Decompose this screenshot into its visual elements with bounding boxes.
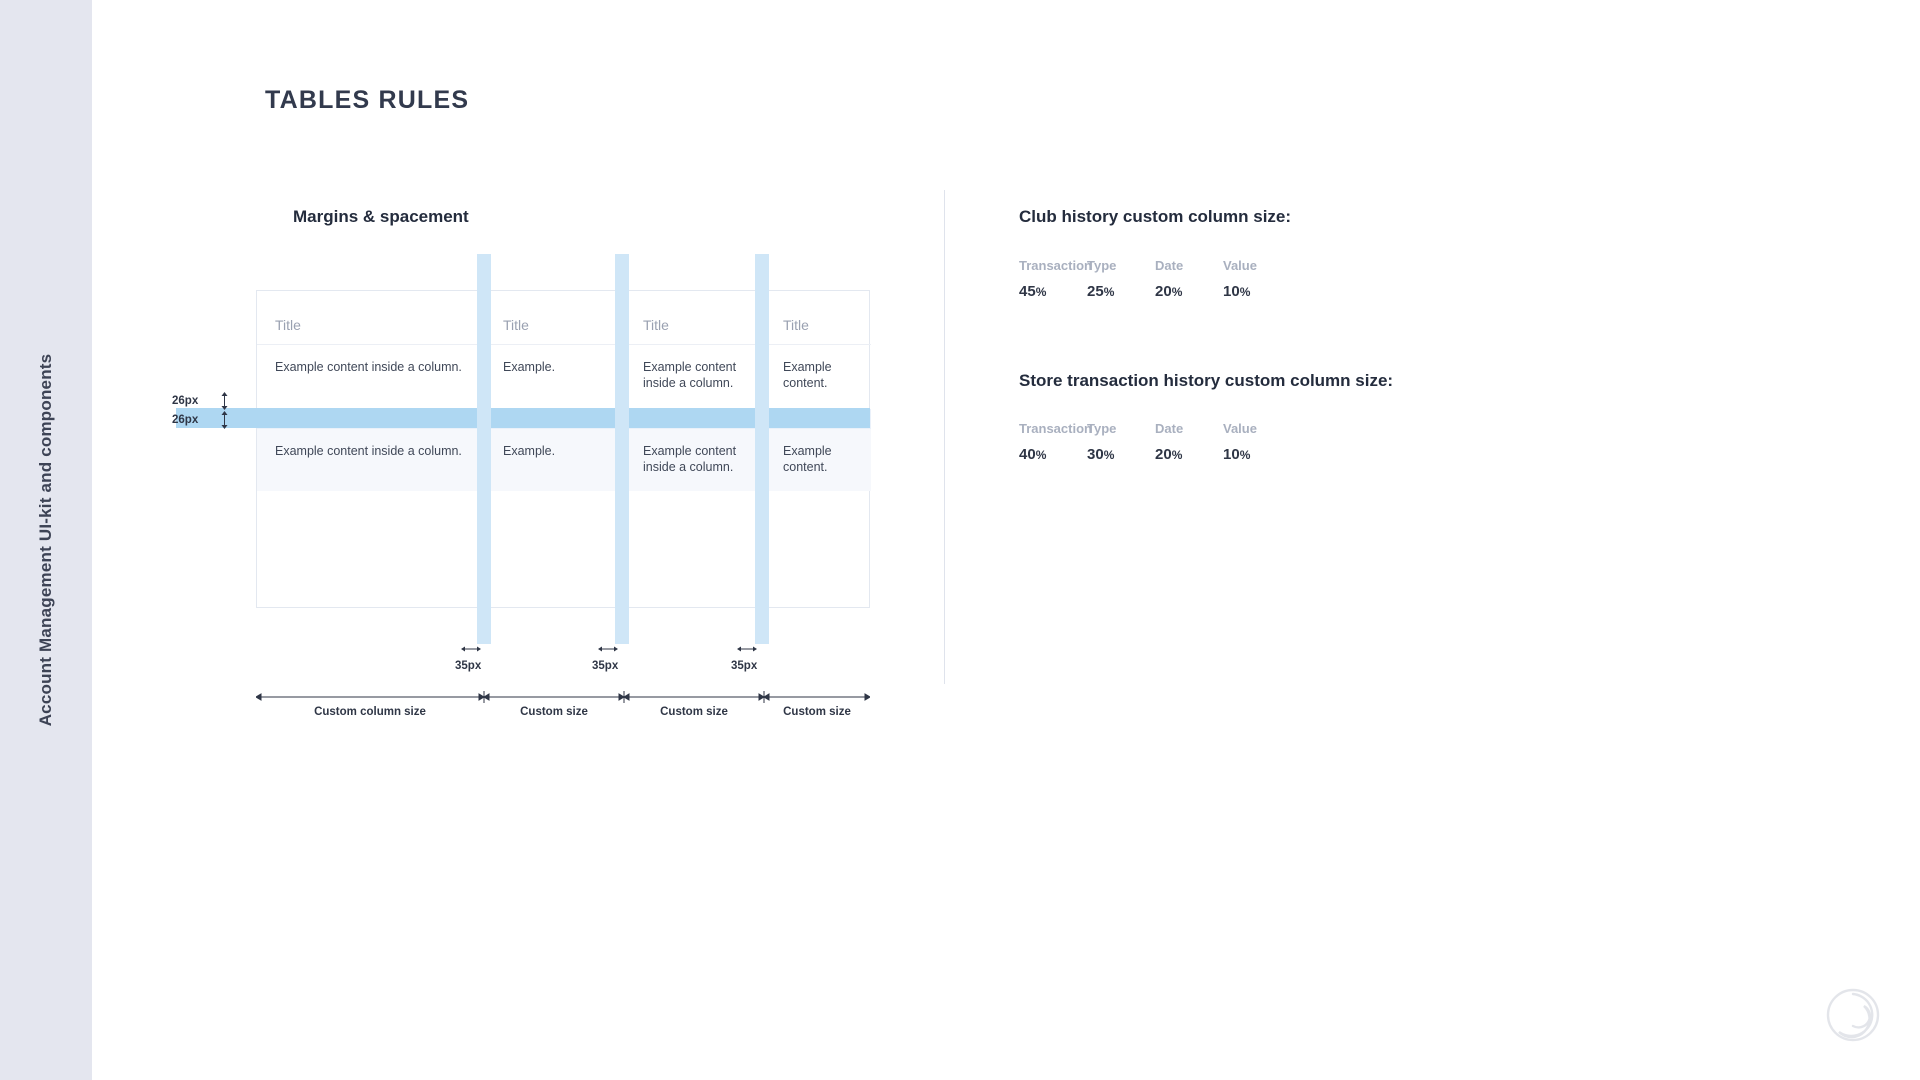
column-gutter-guide — [477, 254, 491, 644]
vertical-divider — [944, 190, 945, 684]
measure-label-gutter: 35px — [455, 660, 482, 672]
table-cell: Example content. — [783, 444, 832, 475]
table-header-row — [257, 291, 871, 345]
spec-column: Value 10% — [1223, 421, 1291, 463]
spec-value: 20% — [1155, 446, 1183, 463]
table-cell: Example content inside a column. — [643, 360, 737, 391]
spec-value: 20% — [1155, 283, 1183, 300]
measure-label-gutter: 35px — [731, 660, 758, 672]
table-spec-diagram — [256, 290, 870, 608]
table-header-cell: Title — [783, 316, 809, 333]
table-cell: Example content inside a column. — [275, 444, 462, 458]
table-cell: Example content inside a column. — [643, 444, 737, 475]
store-history-spec — [1019, 421, 1291, 463]
table-cell: Example. — [503, 444, 556, 458]
column-size-label: Custom column size — [314, 706, 426, 718]
column-size-label: Custom size — [660, 706, 728, 718]
column-size-label: Custom size — [520, 706, 588, 718]
arrows-horizontal-icon — [461, 642, 481, 654]
arrows-vertical-icon — [219, 392, 230, 410]
table-header-cell: Title — [275, 316, 301, 333]
table-header-cell: Title — [503, 316, 529, 333]
spec-column: Transaction 40% — [1019, 421, 1092, 463]
arrows-horizontal-icon — [737, 642, 757, 654]
section-heading-club-history: Club history custom column size: — [1019, 207, 1292, 226]
page-title: TABLES RULES — [265, 86, 470, 114]
column-gutter-guide — [615, 254, 629, 644]
table-cell: Example content. — [783, 360, 832, 391]
column-width-measure-rule — [256, 690, 870, 704]
arrows-vertical-icon — [219, 411, 230, 429]
left-rail — [0, 0, 92, 1080]
measure-label-vertical: 26px — [172, 414, 199, 426]
spec-value: 10% — [1223, 283, 1251, 300]
section-heading-store-history: Store transaction history custom column size: — [1019, 371, 1394, 390]
column-size-label: Custom size — [783, 706, 851, 718]
rail-vertical-label — [0, 0, 92, 1080]
measure-label-gutter: 35px — [592, 660, 619, 672]
spiral-logo-icon — [1826, 988, 1880, 1042]
spec-column: Value 10% — [1223, 258, 1291, 300]
spec-value: 40% — [1019, 446, 1047, 463]
table-header-cell: Title — [643, 316, 669, 333]
table-row — [257, 429, 871, 491]
spec-column: Type 25% — [1087, 258, 1155, 300]
spec-column: Type 30% — [1087, 421, 1155, 463]
column-gutter-guide — [755, 254, 769, 644]
example-table — [256, 290, 870, 608]
table-cell: Example. — [503, 360, 556, 374]
table-row — [257, 345, 871, 409]
spec-value: 45% — [1019, 283, 1047, 300]
spec-column: Date 20% — [1155, 421, 1223, 463]
spec-column: Date 20% — [1155, 258, 1223, 300]
measure-label-vertical: 26px — [172, 395, 199, 407]
spec-value: 25% — [1087, 283, 1115, 300]
rail-label-text: Account Management UI-kit and components — [36, 353, 55, 727]
spec-value: 30% — [1087, 446, 1115, 463]
spec-column: Transaction 45% — [1019, 258, 1092, 300]
spec-value: 10% — [1223, 446, 1251, 463]
table-cell: Example content inside a column. — [275, 360, 462, 374]
club-history-spec — [1019, 258, 1291, 300]
section-heading-margins: Margins & spacement — [293, 207, 469, 226]
arrows-horizontal-icon — [598, 642, 618, 654]
